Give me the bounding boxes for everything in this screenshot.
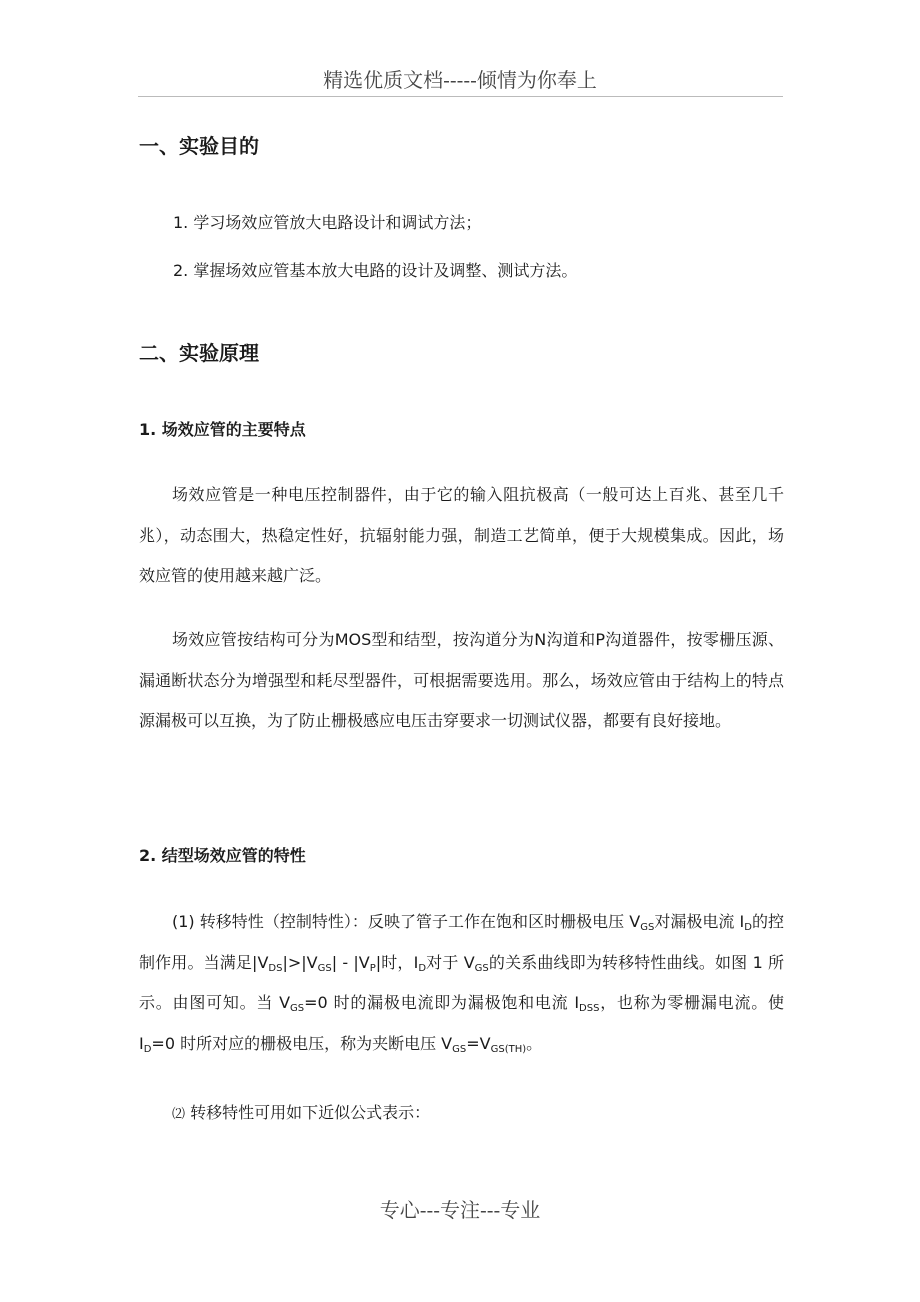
header-divider [138, 96, 783, 97]
page-header: 精选优质文档-----倾情为你奉上 [323, 68, 597, 92]
paragraph-transfer-characteristic: (1) 转移特性（控制特性）：反映了管子工作在饱和区时栅极电压 $V_{GS}$对漏极电流 $I_D$的控制作用。当满足$|V_{DS}|>|V_{GS}| - |V_P|$时，$I_D$对于 $V_{GS}$的关系曲线即为转移特性曲线。如图 1 所示。由图可知。当 $V_{GS}=0$ 时的漏极电流即为漏极饱和电流 $I_{DSS}$，也称为零栅漏电流。使 $I_D=0$ 时所对应的栅极电压，称为夹断电压 $V_{GS}=V_{GS(TH)}$。 [139, 912, 784, 1055]
section-1-title: 一、实验目的 [139, 134, 259, 158]
paragraph-characteristics: 场效应管是一种电压控制器件，由于它的输入阻抗极高（一般可达上百兆、甚至几千兆），动态围大，热稳定性好，抗辐射能力强，制造工艺简单，便于大规模集成。因此，场效应管的使用越来越广泛。 [139, 485, 784, 585]
section-2-title: 二、实验原理 [139, 341, 259, 365]
paragraph-classification: 场效应管按结构可分为MOS型和结型，按沟道分为N沟道和P沟道器件，按零栅压源、漏通断状态分为增强型和耗尽型器件，可根据需要选用。那么，场效应管由于结构上的特点源漏极可以互换，为了防止栅极感应电压击穿要求一切测试仪器，都要有良好接地。 [139, 630, 784, 730]
list-item: 2. 掌握场效应管基本放大电路的设计及调整、测试方法。 [173, 261, 578, 280]
subsection-2-title: 2. 结型场效应管的特性 [139, 846, 306, 865]
page-footer: 专心---专注---专业 [379, 1198, 541, 1222]
subsection-1-title: 1. 场效应管的主要特点 [139, 420, 306, 439]
list-item: 1. 学习场效应管放大电路设计和调试方法； [173, 213, 482, 232]
paragraph-approx-formula: ⑵ 转移特性可用如下近似公式表示： [172, 1103, 431, 1122]
